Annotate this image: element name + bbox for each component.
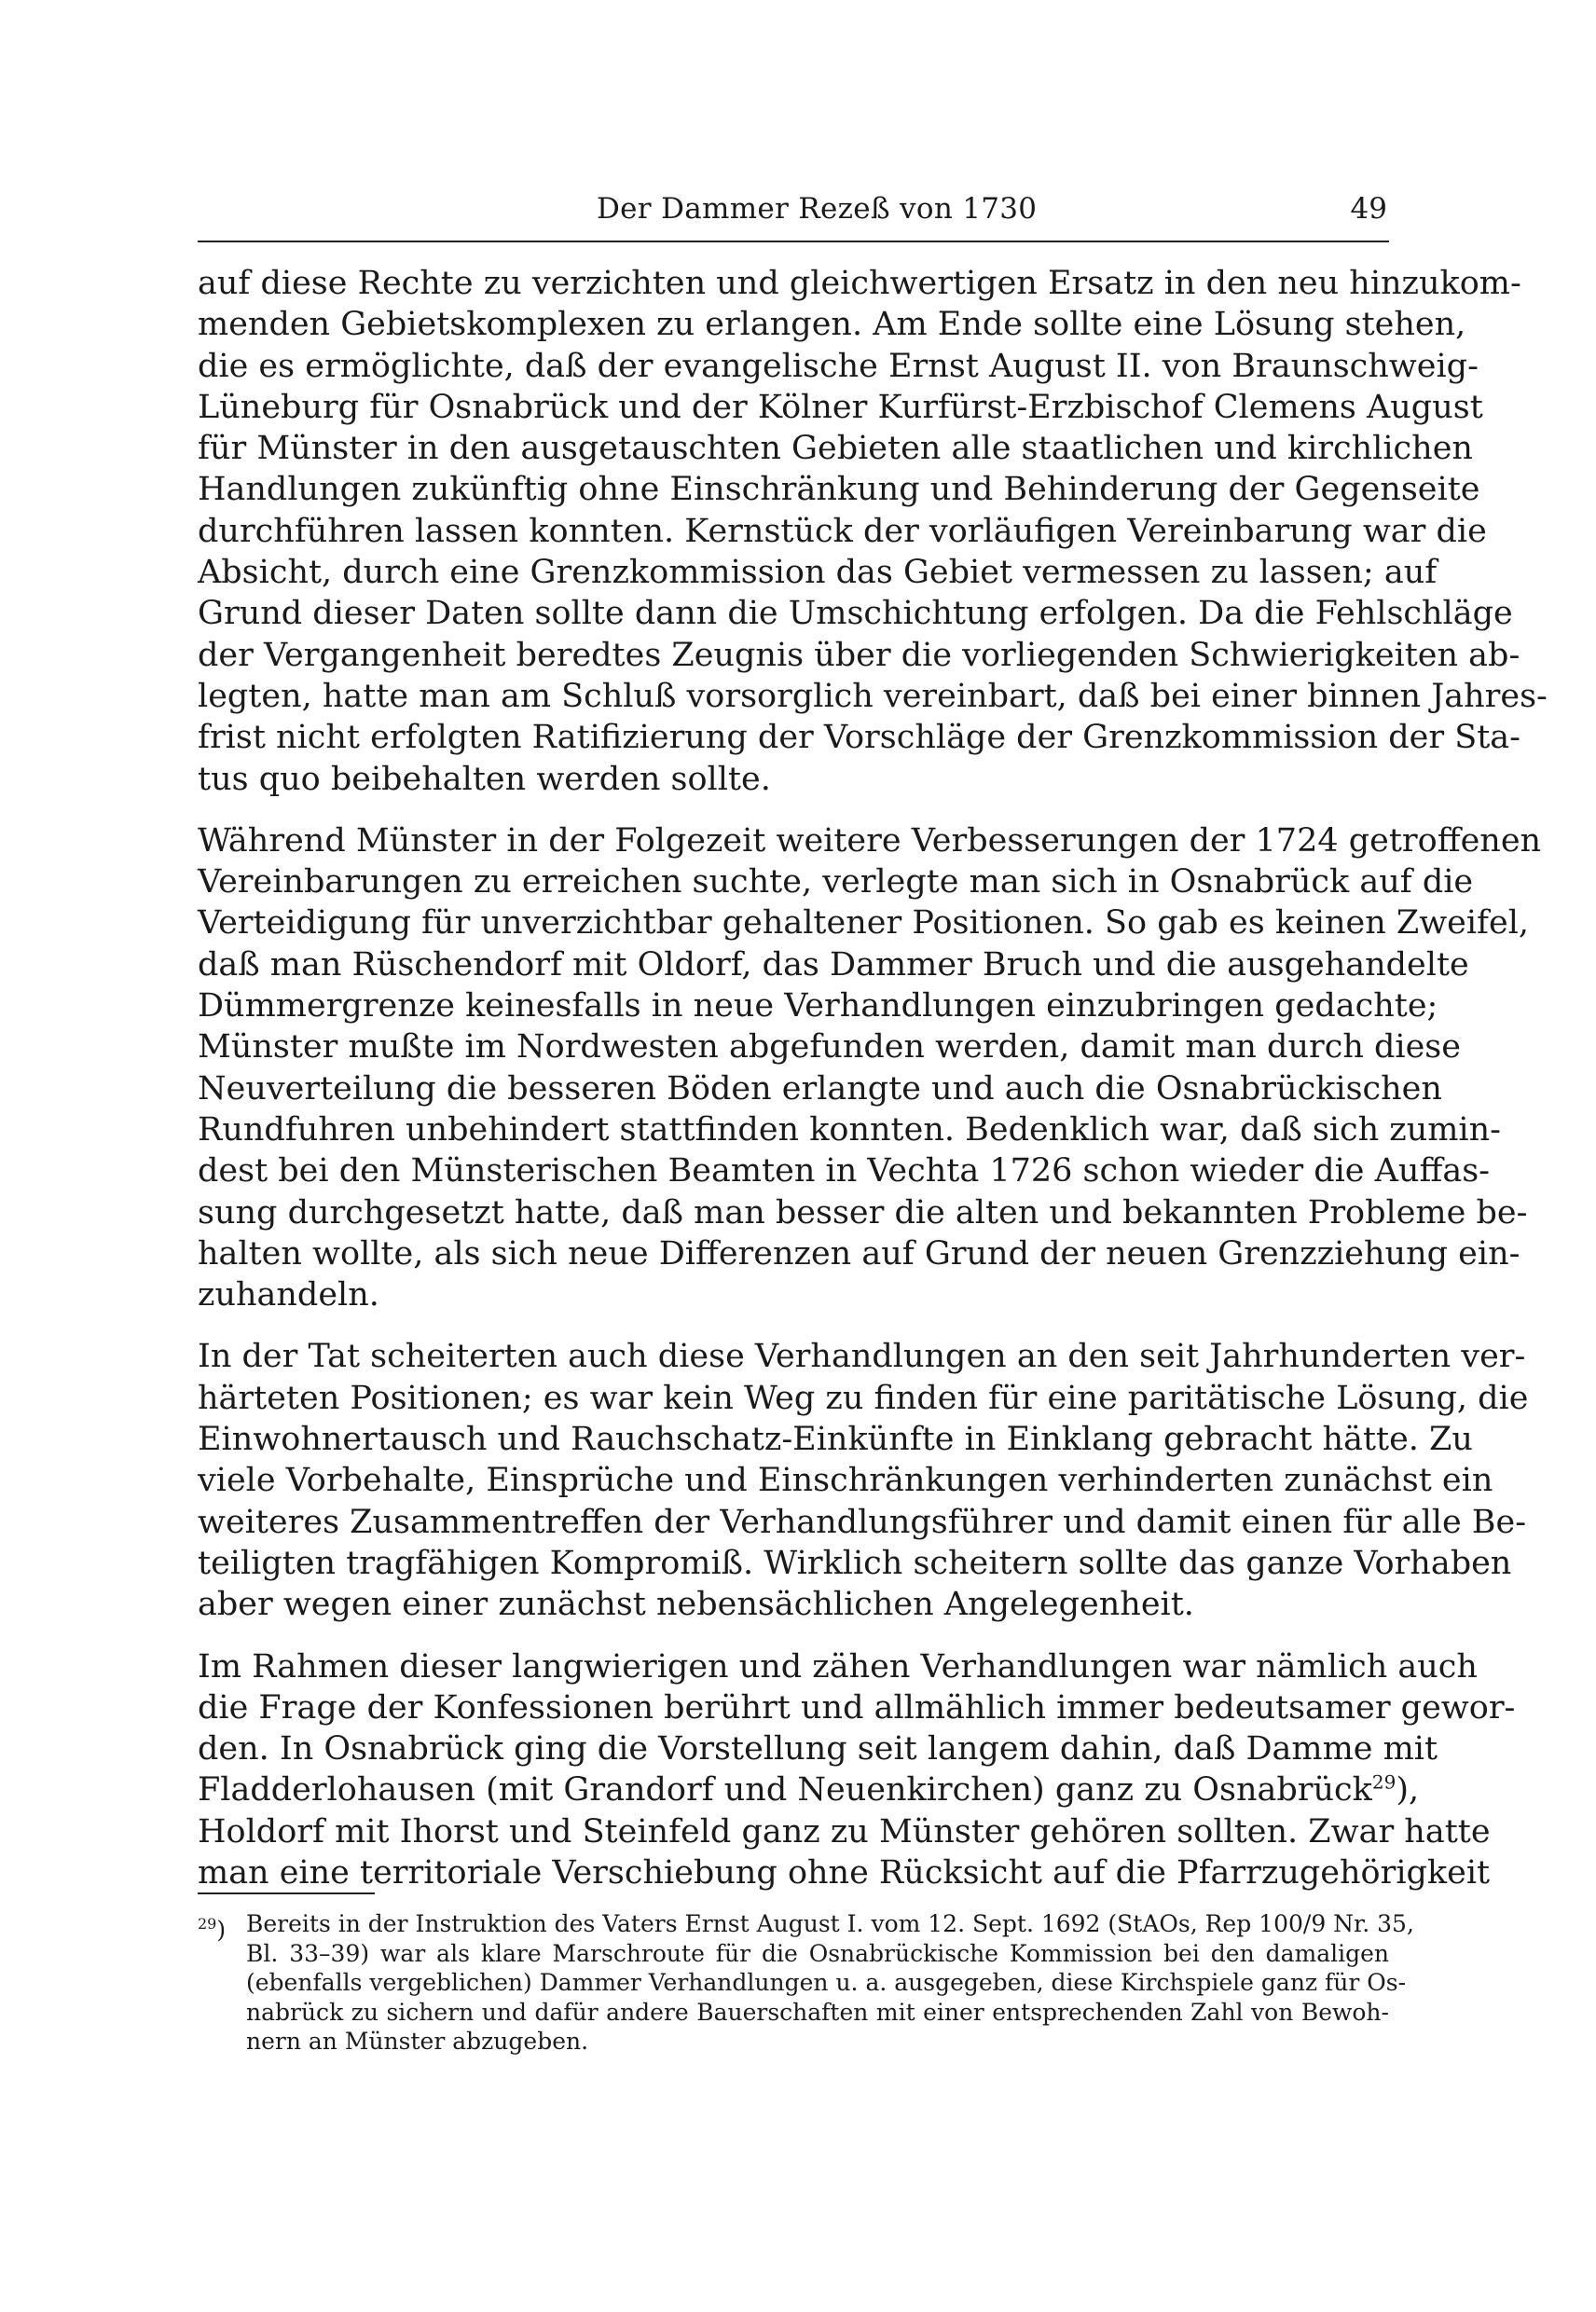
text-line: Holdorf mit Ihorst und Steinfeld ganz zu Münster gehören sollten. Zwar hatte	[198, 1812, 1491, 1851]
body-text	[198, 263, 1548, 1914]
text-line: teiligten tragfähigen Kompromiß. Wirklich scheitern sollte das ganze Vorhaben	[198, 1544, 1512, 1582]
footnote-line: nern an Münster abzugeben.	[246, 2028, 589, 2055]
text-line: Neuverteilung die besseren Böden erlangte und auch die Osnabrückischen	[198, 1069, 1442, 1108]
text-line: Fladderlohausen (mit Grandorf und Neuenkirchen) ganz zu Osnabrück$^{29}$),	[198, 1770, 1420, 1810]
text-line: der Vergangenheit beredtes Zeugnis über die vorliegenden Schwierigkeiten ab-	[198, 636, 1520, 674]
footnote	[198, 1909, 1414, 2057]
text-line: härteten Positionen; es war kein Weg zu finden für eine paritätische Lösung, die	[198, 1379, 1529, 1417]
text-line: auf diese Rechte zu verzichten und gleichwertigen Ersatz in den neu hinzukom-	[198, 265, 1521, 302]
text-line: den. In Osnabrück ging die Vorstellung seit langem dahin, daß Damme mit	[198, 1730, 1438, 1768]
text-line: Im Rahmen dieser langwierigen und zähen Verhandlungen war nämlich auch	[198, 1647, 1478, 1686]
footnote-line: Bl. 33–39) war als klare Marschroute für die Osnabrückische Kommission bei den damaligen	[246, 1939, 1389, 1967]
text-line: In der Tat scheiterten auch diese Verhandlungen an den seit Jahrhunderten ver-	[198, 1338, 1526, 1376]
text-line: Vereinbarungen zu erreichen suchte, verlegte man sich in Osnabrück auf die	[198, 863, 1474, 901]
footnote-line: nabrück zu sichern und dafür andere Bauerschaften mit einer entsprechenden Zahl von Bewoh-	[246, 1998, 1389, 2026]
text-line: aber wegen einer zunächst nebensächlichen Angelegenheit.	[198, 1586, 1194, 1624]
text-line: Absicht, durch eine Grenzkommission das Gebiet vermessen zu lassen; auf	[198, 554, 1438, 592]
text-line: Lüneburg für Osnabrück und der Kölner Kurfürst-Erzbischof Clemens August	[198, 388, 1483, 426]
text-line: menden Gebietskomplexen zu erlangen. Am Ende sollte eine Lösung stehen,	[198, 306, 1466, 344]
text-line: die Frage der Konfessionen berührt und allmählich immer bedeutsamer gewor-	[198, 1688, 1516, 1727]
paragraph-2	[198, 820, 1542, 1316]
text-line: Münster mußte im Nordwesten abgefunden werden, damit man durch diese	[198, 1028, 1461, 1067]
footnote-marker: $^{29}$)	[198, 1915, 227, 1944]
text-line: durchführen lassen konnten. Kernstück der vorläufigen Vereinbarung war die	[198, 512, 1487, 550]
text-line: Einwohnertausch und Rauchschatz-Einkünfte in Einklang gebracht hätte. Zu	[198, 1421, 1473, 1459]
footnote-number: 29	[198, 1915, 217, 1933]
text-line: dest bei den Münsterischen Beamten in Vechta 1726 schon wieder die Auffas-	[198, 1152, 1490, 1190]
paragraph-4	[198, 1646, 1516, 1894]
text-line: sung durchgesetzt hatte, daß man besser die alten und bekannten Probleme be-	[198, 1193, 1528, 1232]
text-line: man eine territoriale Verschiebung ohne Rücksicht auf die Pfarrzugehörigkeit	[198, 1853, 1491, 1892]
text-line: die es ermöglichte, daß der evangelische Ernst August II. von Braunschweig-	[198, 347, 1479, 385]
text-line: weiteres Zusammentreffen der Verhandlungsführer und damit einen für alle Be-	[198, 1503, 1527, 1541]
text-line: tus quo beibehalten werden sollte.	[198, 760, 771, 798]
text-line: halten wollte, als sich neue Differenzen auf Grund der neuen Grenzziehung ein-	[198, 1234, 1520, 1273]
footnote-line: Bereits in der Instruktion des Vaters Ernst August I. vom 12. Sept. 1692 (StAOs, Rep 100/9 Nr. 35,	[246, 1910, 1414, 1937]
text-line: viele Vorbehalte, Einsprüche und Einschränkungen verhinderten zunächst ein	[198, 1462, 1493, 1500]
footnote-reference-punctuation: ,	[1408, 1771, 1420, 1810]
text-line: Dümmergrenze keinesfalls in neue Verhandlungen einzubringen gedachte;	[198, 987, 1438, 1025]
paragraph-3	[198, 1336, 1529, 1625]
text-line: Grund dieser Daten sollte dann die Umschichtung erfolgen. Da die Fehlschläge	[198, 595, 1513, 633]
text-line: daß man Rüschendorf mit Oldorf, das Dammer Bruch und die ausgehandelte	[198, 945, 1469, 984]
footnote-reference: 29	[1371, 1770, 1396, 1794]
running-title: Der Dammer Rezeß von 1730	[597, 192, 1038, 226]
text-line: Handlungen zukünftig ohne Einschränkung und Behinderung der Gegenseite	[198, 471, 1480, 509]
text-line: Während Münster in der Folgezeit weitere Verbesserungen der 1724 getroffenen	[198, 821, 1542, 860]
footnote-text	[246, 1909, 1414, 2057]
text-line: zuhandeln.	[198, 1276, 379, 1314]
footnote-divider	[198, 1892, 375, 1894]
page-number: 49	[1350, 192, 1387, 226]
text-line: Rundfuhren unbehindert stattfinden konnten. Bedenklich war, daß sich zumin-	[198, 1110, 1501, 1149]
paragraph-1	[198, 263, 1548, 800]
running-header	[198, 186, 1389, 242]
text-line: Verteidigung für unverzichtbar gehaltener Positionen. So gab es keinen Zweifel,	[198, 904, 1530, 943]
text-line: frist nicht erfolgten Ratifizierung der Vorschläge der Grenzkommission der Sta-	[198, 719, 1520, 757]
footnote-line: (ebenfalls vergeblichen) Dammer Verhandlungen u. a. ausgegeben, diese Kirchspiele ganz für Os-	[246, 1969, 1407, 1996]
text-line: legten, hatte man am Schluß vorsorglich vereinbart, daß bei einer binnen Jahres-	[198, 677, 1548, 715]
text-line: für Münster in den ausgetauschten Gebieten alle staatlichen und kirchlichen	[198, 430, 1473, 468]
